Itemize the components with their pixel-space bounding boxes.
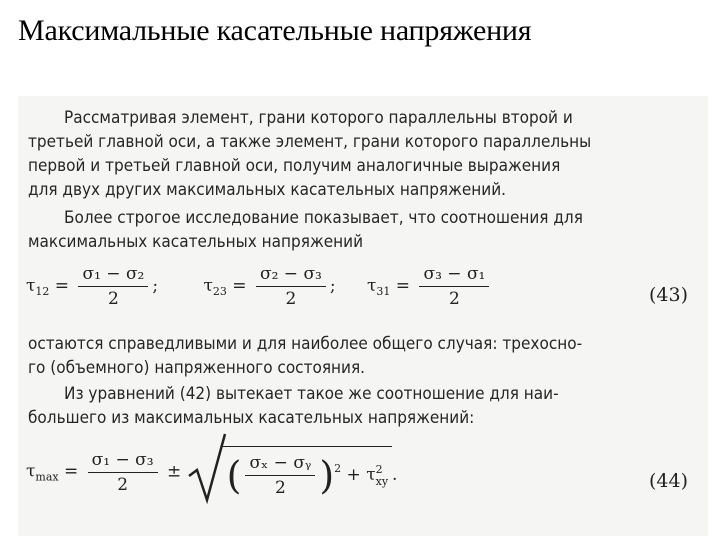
denominator: 2 xyxy=(449,289,460,309)
subscript: 31 xyxy=(376,285,391,298)
fraction xyxy=(419,264,489,309)
equation-44 xyxy=(26,446,626,516)
subscript: 12 xyxy=(35,285,50,298)
numerator: σ₃ − σ₁ xyxy=(419,264,489,287)
tau-symbol: τ xyxy=(203,276,213,296)
text-line: остаются справедливыми и для наиболее общего случая: трехосно- xyxy=(28,334,583,354)
tau-symbol: τ xyxy=(366,465,376,485)
numerator: σ₂ − σ₃ xyxy=(256,264,326,287)
denominator: 2 xyxy=(274,478,286,498)
text-line: большего из максимальных касательных напряжений: xyxy=(28,408,475,428)
denominator: 2 xyxy=(108,289,119,309)
text-line: первой и третьей главной оси, получим аналогичные выражения xyxy=(28,156,561,176)
equation-43 xyxy=(26,264,686,322)
text-line: максимальных касательных напряжений xyxy=(28,232,364,252)
subscript: max xyxy=(35,470,59,484)
tau-max-formula: $\tau_{max}$ = $\frac{\text{σ₁ − σ₃}}{2}$ ± ( $\frac{\text{σₓ − σᵧ}}{2}$ )$^2$ + τ 2 xy . xyxy=(26,446,397,498)
fraction xyxy=(88,450,158,495)
text-line: Из уравнений (42) вытекает такое же соотношение для наи- xyxy=(64,384,559,404)
exponent: 2 xyxy=(334,462,342,475)
text-line: Рассматривая элемент, грани которого параллельны второй и xyxy=(64,108,573,128)
radical-sign-icon xyxy=(187,432,227,504)
text-line: для двух других максимальных касательных напряжений. xyxy=(28,180,507,200)
period: . xyxy=(392,465,398,485)
tau31-formula: $\tau_{31}$ = $\frac{\text{σ₃ − σ₁}}{2}$ xyxy=(367,264,493,309)
fraction xyxy=(78,264,148,309)
tau-symbol: τ xyxy=(26,276,36,296)
equation-number-44: (44) xyxy=(648,470,688,492)
slide-title: Максимальные касательные напряжения xyxy=(18,14,532,47)
tau-symbol: τ xyxy=(367,276,377,296)
scanned-textbook-page xyxy=(18,96,708,536)
numerator: σ₁ − σ₂ xyxy=(78,264,148,287)
radicand: ( $\frac{\text{σₓ − σᵧ}}{2}$ )$^2$ + τ 2 xy xyxy=(221,446,392,498)
tau12-formula: $\tau_{12}$ = $\frac{\text{σ₁ − σ₂}}{2}$ ; xyxy=(26,264,159,309)
numerator: σₓ − σᵧ xyxy=(245,453,315,476)
tau-indices xyxy=(376,464,388,488)
square-root xyxy=(187,446,398,498)
text-line: го (объемного) напряженного состояния. xyxy=(28,358,366,378)
separator: ; xyxy=(329,276,336,296)
numerator: σ₁ − σ₃ xyxy=(88,450,158,473)
equation-number-43: (43) xyxy=(648,284,688,306)
fraction xyxy=(256,264,326,309)
plus-minus-sign: ± xyxy=(166,461,182,482)
subscript: 23 xyxy=(212,285,227,298)
denominator: 2 xyxy=(285,289,297,309)
text-line: третьей главной оси, а также элемент, грани которого параллельны xyxy=(28,132,592,152)
tau23-formula: $\tau_{23}$ = $\frac{\text{σ₂ − σ₃}}{2}$ ; xyxy=(203,264,336,309)
text-line: Более строгое исследование показывает, что соотношения для xyxy=(64,208,583,228)
subscript: xy xyxy=(375,474,389,488)
left-paren: ( xyxy=(226,453,242,498)
superscript: 2 xyxy=(375,462,383,476)
denominator: 2 xyxy=(117,474,129,495)
right-paren: ) xyxy=(319,453,335,498)
separator: ; xyxy=(152,276,159,296)
fraction xyxy=(245,453,315,498)
tau-symbol: τ xyxy=(26,461,36,482)
